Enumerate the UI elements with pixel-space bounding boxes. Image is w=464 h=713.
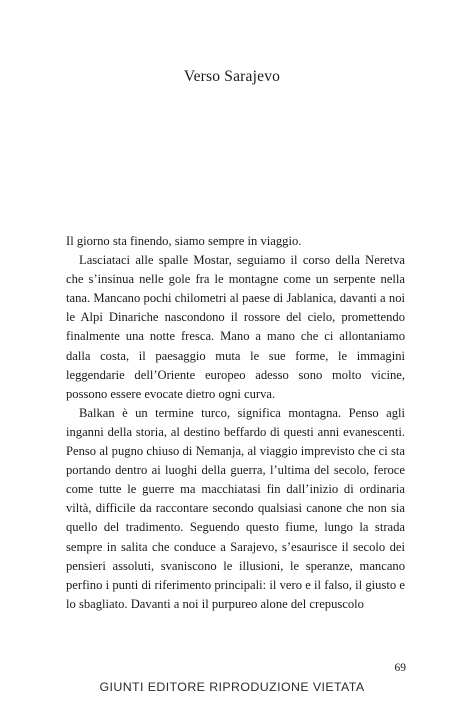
paragraph-1: Il giorno sta finendo, siamo sempre in viaggio. [66,234,302,248]
paragraph-2: Lasciataci alle spalle Mostar, seguiamo il corso della Neretva che s’insinua nelle gole fra le montagne come un serpente nella tana. Mancano pochi chilometri al paese di Jablanica, davanti a noi le Alpi Dinariche nascondono il rossore del cielo, promettendo finalmente una notte fresca. Mano a mano che ci allontaniamo dalla costa, il paesaggio muta le sue forme, le immagini leggendarie dell’Oriente europeo adesso sono molto vicine, possono essere evocate dietro ogni curva. [66,253,405,401]
body-text [66,232,405,614]
watermark-text: GIUNTI EDITORE RIPRODUZIONE VIETATA [99,680,365,694]
page-number: 69 [394,662,406,674]
chapter-title: Verso Sarajevo [183,68,281,85]
paragraph-3: Balkan è un termine turco, significa montagna. Penso agli inganni della storia, al destino beffardo di questi anni evanescenti. Penso al pugno chiuso di Nemanja, al viaggio imprevisto che ci sta portando dentro ai luoghi della guerra, l’ultima del secolo, feroce come tutte le guerre ma macchiatasi fin dall’inizio di ordinaria viltà, difficile da raccontare secondo qualsiasi canone che non sia quello del tradimento. Seguendo questo fiume, lungo la strada sempre in salita che conduce a Sarajevo, s’esaurisce il secolo dei pensieri assoluti, svaniscono le illusioni, le speranze, mancano perfino i punti di riferimento principali: il vero e il falso, il giusto e lo sbagliato. Davanti a noi il purpureo alone del crepuscolo [66,405,405,611]
